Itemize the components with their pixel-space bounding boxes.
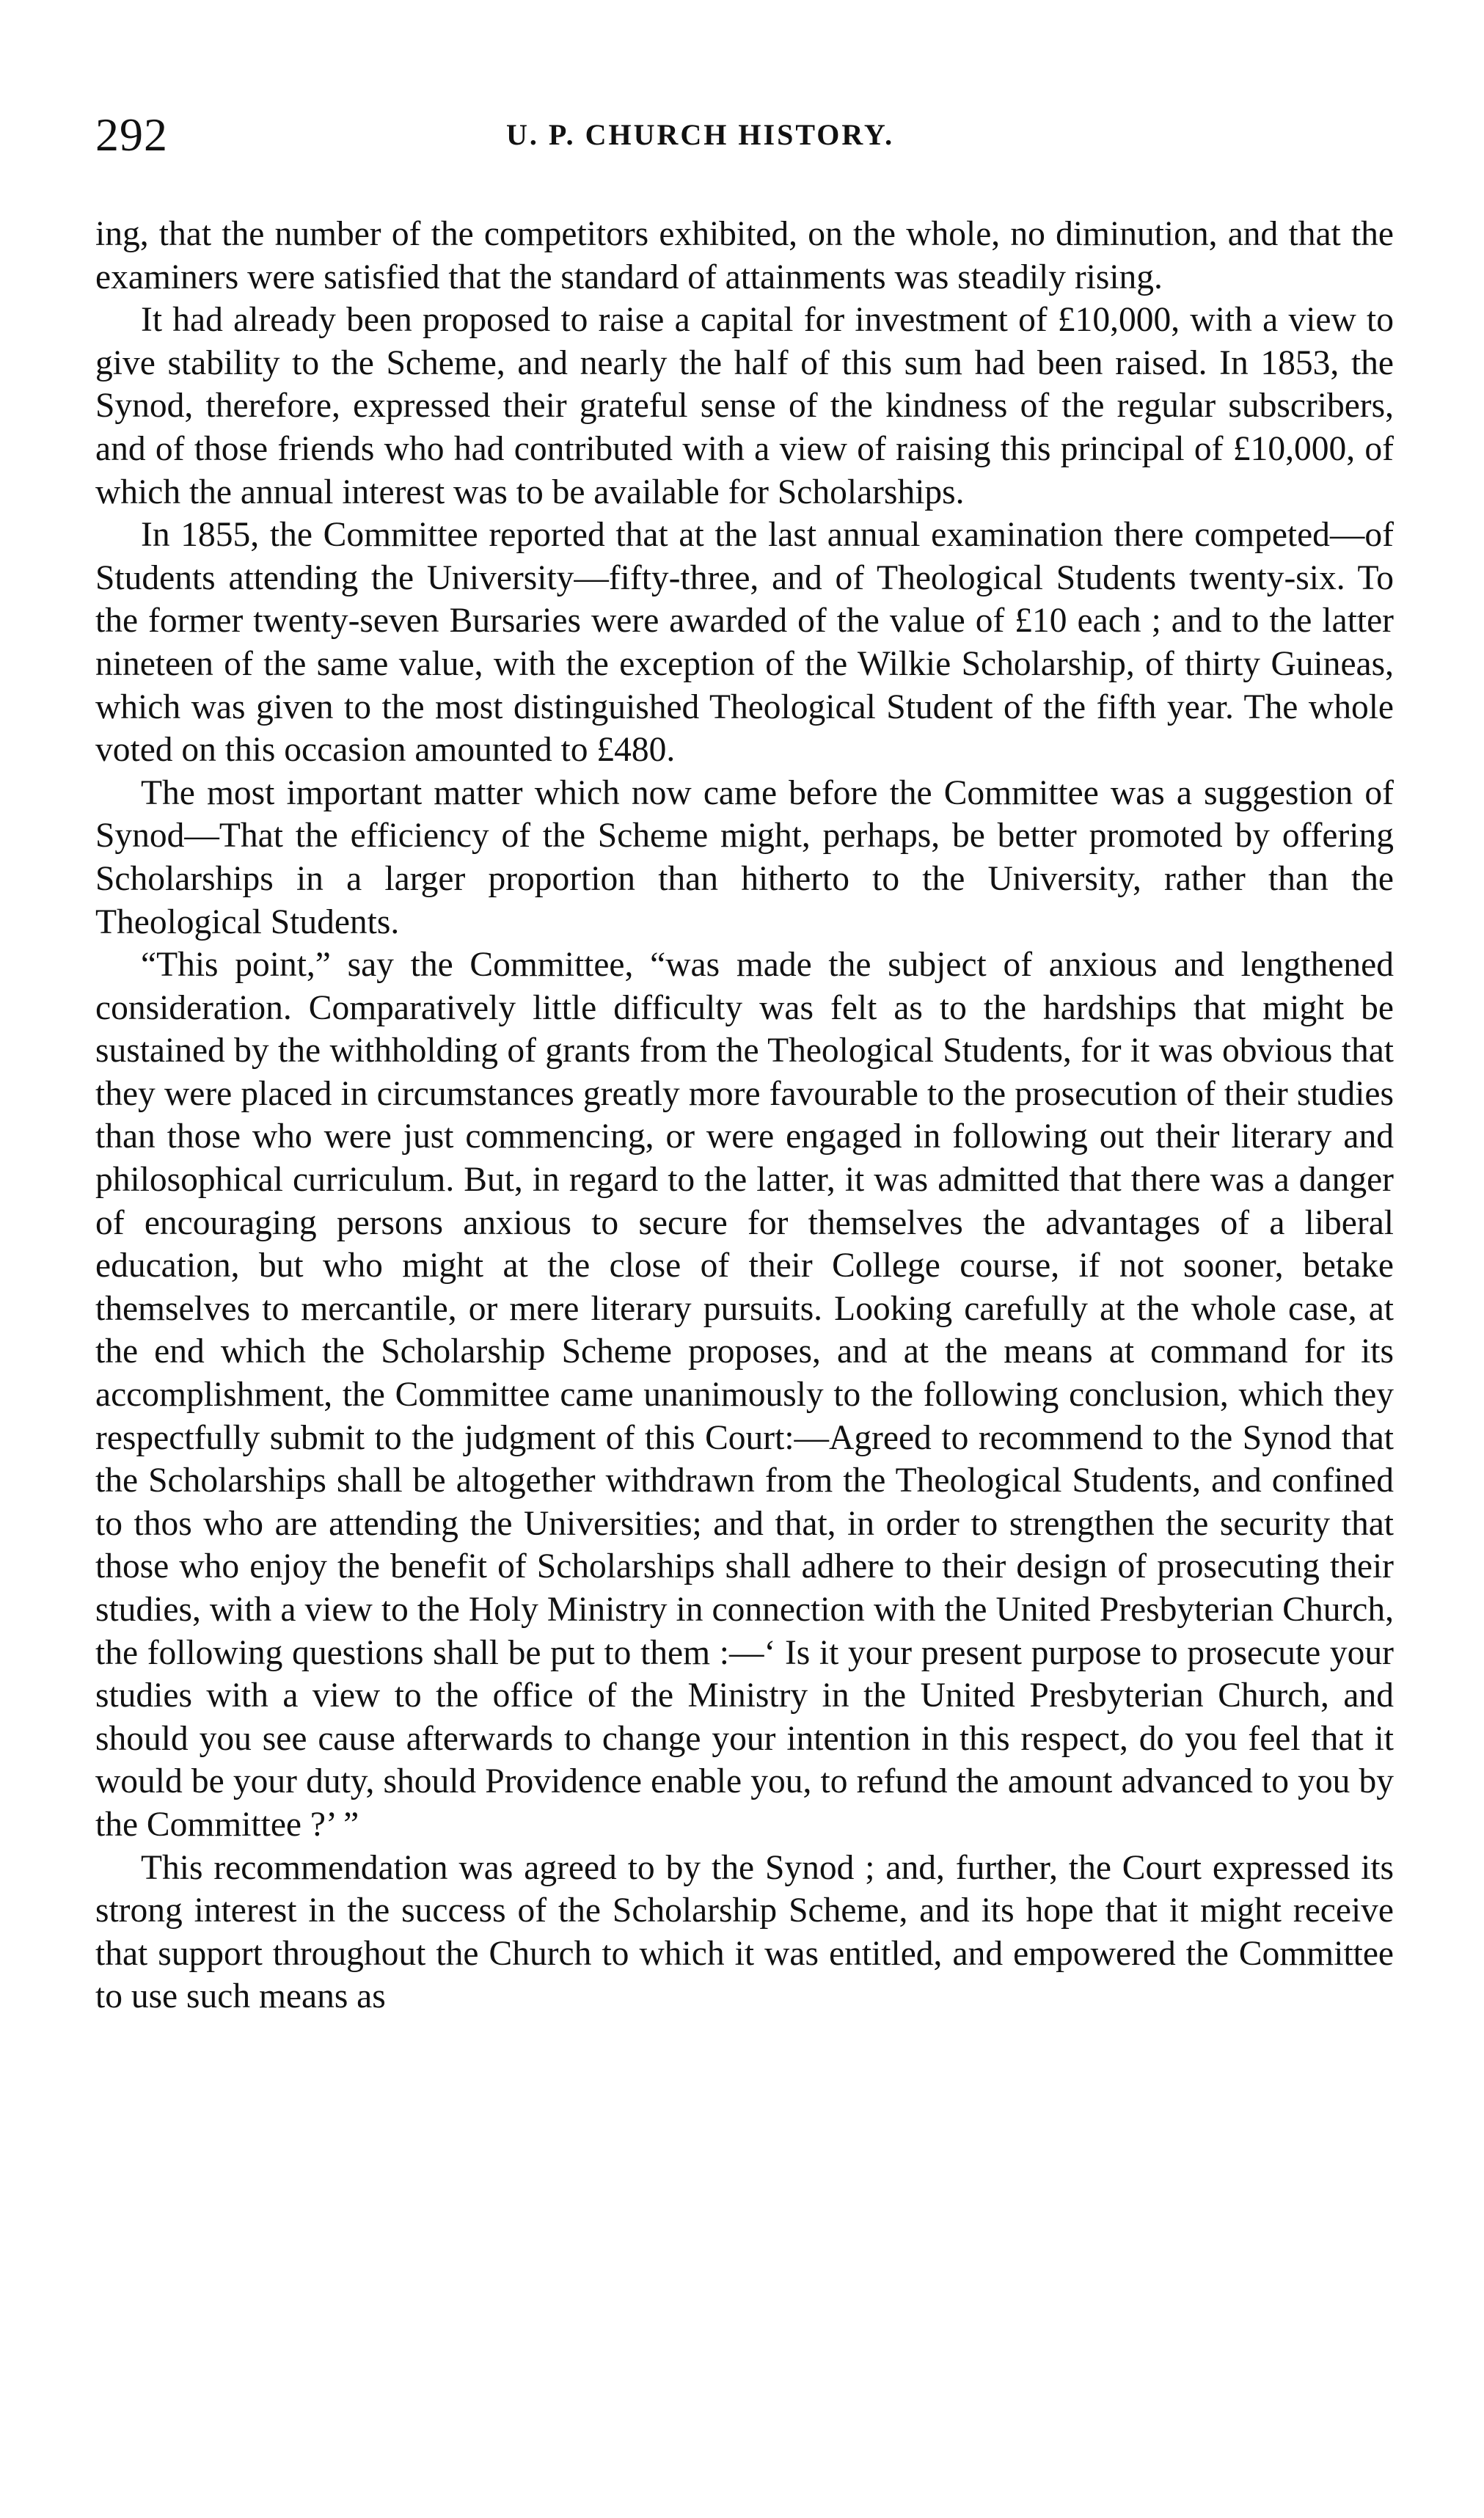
body-text	[95, 213, 1394, 2018]
page-number: 292	[95, 109, 168, 161]
paragraph-synod-suggestion: The most important matter which now came before the Committee was a suggestion of Synod—That the efficiency of the Scheme might, perhaps, be better promoted by offering Scholarships in a larger proportion than hitherto to the University, rather than the Theological Students.	[95, 773, 1394, 941]
page-header	[95, 109, 1394, 161]
paragraph-1855-report: In 1855, the Committee reported that at the last annual examination there competed—of Students attending the University—fifty-three, and of Theological Students twenty-six. To the former twenty-seven Bursaries were awarded of the value of £10 each ; and to the latter nineteen of the same value, with the exception of the Wilkie Scholarship, of thirty Guineas, which was given to the most distinguished Theological Student of the fifth year. The whole voted on this occasion amounted to £480.	[95, 516, 1394, 770]
paragraph-capital-investment: It had already been proposed to raise a capital for investment of £10,000, with a view to give stability to the Scheme, and nearly the half of this sum had been raised. In 1853, the Synod, therefore, expressed their grateful sense of the kindness of the regular subscribers, and of those friends who had contributed with a view of raising this principal of £10,000, of which the annual interest was to be available for Scholarships.	[95, 301, 1394, 511]
paragraph-committee-quote: “This point,” say the Committee, “was made the subject of anxious and lengthened consideration. Comparatively little difficulty was felt as to the hardships that might be sustained by the withholding of grants from the Theological Students, for it was obvious that they were placed in circumstances greatly more favourable to the prosecution of their studies than those who were just commencing, or were engaged in following out their literary and philosophical curriculum. But, in regard to the latter, it was admitted that there was a danger of encouraging persons anxious to secure for themselves the advantages of a liberal education, but who might at the close of their College course, if not sooner, betake themselves to mercantile, or mere literary pursuits. Looking carefully at the whole case, at the end which the Scholarship Scheme proposes, and at the means at command for its accomplishment, the Committee came unanimously to the following conclusion, which they respectfully submit to the judgment of this Court:—Agreed to recommend to the Synod that the Scholarships shall be altogether withdrawn from the Theological Students, and confined to thos who are attending the Universities; and that, in order to strengthen the security that those who enjoy the benefit of Scholarships shall adhere to their design of prosecuting their studies, with a view to the Holy Ministry in connection with the United Presbyterian Church, the following questions shall be put to them :—‘ Is it your present purpose to prosecute your studies with a view to the office of the Ministry in the United Presbyterian Church, and should you see cause afterwards to change your intention in this respect, do you feel that it would be your duty, should Providence enable you, to refund the amount advanced to you by the Committee ?’ ”	[95, 946, 1394, 1844]
paragraph-recommendation: This recommendation was agreed to by the Synod ; and, further, the Court expressed its strong interest in the success of the Scholarship Scheme, and its hope that it might receive that support throughout the Church to which it was entitled, and empowered the Committee to use such means as	[95, 1848, 1394, 2016]
running-title: U. P. CHURCH HISTORY.	[506, 118, 895, 151]
paragraph-continuation: ing, that the number of the competitors exhibited, on the whole, no diminution, and that the examiners were satisfied that the standard of attainments was steadily rising.	[95, 215, 1394, 296]
